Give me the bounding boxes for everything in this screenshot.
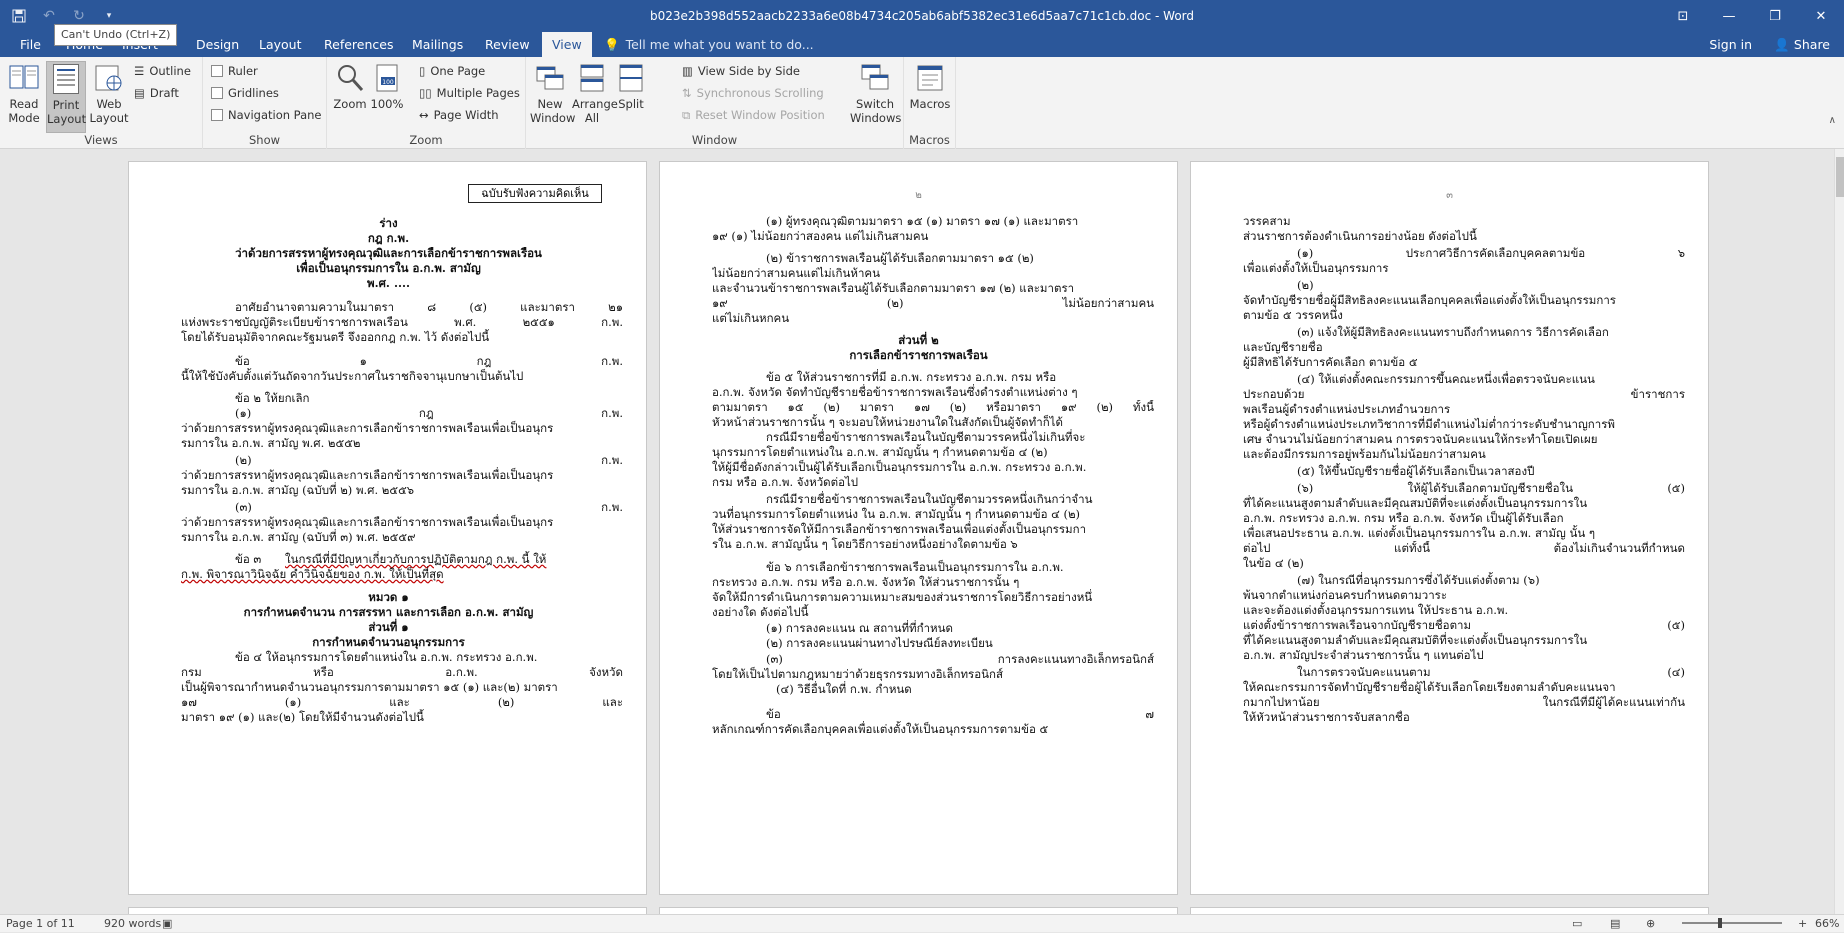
page-number: ๓ <box>1446 190 1453 201</box>
one-page-button[interactable] <box>419 61 485 81</box>
group-show <box>203 57 327 149</box>
doc-line: เพื่อเป็นอนุกรรมการใน อ.ก.พ. สามัญ <box>296 261 481 275</box>
doc-line: มาตรา ๑๙ (๑) และ(๒) โดยให้มีจำนวนดังต่อไปนี้ <box>181 710 424 724</box>
share-label: Share <box>1793 37 1830 52</box>
doc-line: ๑๙ (๑) ไม่น้อยกว่าสองคน แต่ไม่เกินสามคน <box>712 229 929 243</box>
zoom-slider-knob[interactable] <box>1718 918 1722 928</box>
collapse-ribbon-icon[interactable]: ∧ <box>1828 115 1836 126</box>
doc-line: ข้อ ๖ การเลือกข้าราชการพลเรือนเป็นอนุกรรมการใน อ.ก.พ. <box>766 560 1064 574</box>
doc-line: การเลือกข้าราชการพลเรือน <box>849 348 988 362</box>
tab-review[interactable]: Review <box>485 37 530 52</box>
doc-line: นี้ให้ใช้บังคับตั้งแต่วันถัดจากวันประกาศในราชกิจจานุเบกษาเป็นต้นไป <box>181 369 524 383</box>
doc-line: (๑) ผู้ทรงคุณวุฒิตามมาตรา ๑๕ (๑) มาตรา ๑๗ (๑) และมาตรา <box>766 214 1079 228</box>
doc-line: และบัญชีรายชื่อ <box>1243 340 1323 354</box>
page-number: ๒ <box>915 190 922 201</box>
doc-line: กฎ ก.พ. <box>367 231 410 245</box>
zoom-slider[interactable] <box>1682 922 1782 924</box>
one-page-icon: ▯ <box>419 64 426 78</box>
doc-line: การกำหนดจำนวน การสรรหา และการเลือก อ.ก.พ. สามัญ <box>243 605 534 619</box>
doc-line: (๒) ก.พ. <box>235 453 623 467</box>
save-icon[interactable] <box>6 5 32 27</box>
doc-line: จัดให้มีการดำเนินการตามความเหมาะสมของส่วนราชการโดยวิธีการอย่างหนึ่ <box>712 590 1093 604</box>
one-page-label: One Page <box>430 64 486 78</box>
undo-icon[interactable]: ↶ <box>43 8 55 24</box>
doc-line: อ.ก.พ. สามัญประจำส่วนราชการนั้น ๆ แทนต่อไป <box>1243 648 1484 662</box>
doc-line: พลเรือนผู้ดำรงตำแหน่งประเภทอำนวยการ <box>1243 402 1451 416</box>
doc-line: (๔) ให้แต่งตั้งคณะกรรมการขึ้นคณะหนึ่งเพื่อตรวจนับคะแนน <box>1297 372 1595 386</box>
doc-line: (๕) ให้ขึ้นบัญชีรายชื่อผู้ได้รับเลือกเป็นเวลาสองปี <box>1297 464 1535 478</box>
close-icon[interactable]: ✕ <box>1815 8 1827 24</box>
reset-window-icon: ⧉ <box>682 107 691 122</box>
zoom-100-button[interactable] <box>369 61 405 111</box>
doc-line: โดยได้รับอนุมัติจากคณะรัฐมนตรี จึงออกกฎ ก.พ. ไว้ ดังต่อไปนี้ <box>181 330 490 344</box>
page-width-label: Page Width <box>433 108 499 122</box>
minimize-icon[interactable]: — <box>1722 8 1736 24</box>
page-4 <box>128 907 647 914</box>
zoom-group-label: Zoom <box>409 133 443 147</box>
tab-view[interactable]: View <box>542 32 592 57</box>
doc-line: รใน อ.ก.พ. สามัญนั้น ๆ โดยวิธีการอย่างหนึ่งอย่างใดตามข้อ ๖ <box>712 537 1018 551</box>
side-by-side-icon: ▥ <box>682 64 693 78</box>
zoom-out-icon[interactable] <box>1688 915 1697 933</box>
doc-line: ประกอบด้วย ข้าราชการ <box>1243 387 1685 401</box>
macros-label: Macros <box>909 97 951 111</box>
page-5 <box>659 907 1178 914</box>
doc-line: หมวด ๑ <box>368 590 409 604</box>
doc-line: เป็นผู้พิจารณากำหนดจำนวนอนุกรรมการตามมาตรา ๑๕ (๑) และ(๒) มาตรา <box>181 680 558 694</box>
scrollbar-thumb[interactable] <box>1836 157 1844 197</box>
doc-line: (๓) ก.พ. <box>235 500 623 514</box>
split-label: Split <box>618 97 644 111</box>
ribbon-tabs <box>0 32 1844 57</box>
reset-window-label: Reset Window Position <box>695 108 825 122</box>
doc-line: พ.ศ. .... <box>367 276 410 290</box>
customize-qat-icon[interactable]: ▾ <box>106 11 112 21</box>
outline-icon: ☰ <box>134 64 145 78</box>
read-mode-status-icon[interactable]: ▭ <box>1572 917 1583 930</box>
doc-line: ให้หัวหน้าส่วนราชการจับสลากชื่อ <box>1243 710 1410 724</box>
navigation-pane-checkbox[interactable] <box>211 105 322 125</box>
views-group-label: Views <box>84 133 118 147</box>
proofing-icon[interactable]: ▣ <box>162 917 173 930</box>
read-mode-label: Read Mode <box>8 97 40 125</box>
multiple-pages-icon: ▯▯ <box>419 86 432 100</box>
doc-line: พ้นจากตำแหน่งก่อนครบกำหนดตามวาระ <box>1243 588 1448 602</box>
doc-line: ข้อ ๑ กฎ ก.พ. <box>235 354 623 368</box>
zoom-button[interactable] <box>333 61 367 111</box>
doc-line: ข้อ ๔ ให้อนุกรรมการโดยตำแหน่งใน อ.ก.พ. กระทรวง อ.ก.พ. <box>235 650 538 664</box>
ribbon-display-options-icon[interactable]: ⊡ <box>1677 8 1689 24</box>
doc-line: และจำนวนข้าราชการพลเรือนผู้ได้รับเลือกตามมาตรา ๑๗ (๒) และมาตรา <box>712 281 1075 295</box>
document-canvas[interactable] <box>0 149 1834 914</box>
doc-line: ข้อ ๒ ให้ยกเลิก <box>235 391 310 405</box>
doc-line: อ.ก.พ. กระทรวง อ.ก.พ. กรม หรือ อ.ก.พ. จังหวัด เป็นผู้ได้รับเลือก <box>1243 511 1564 525</box>
group-window <box>526 57 904 149</box>
side-by-side-label: View Side by Side <box>697 64 800 78</box>
zoom-100-label: 100% <box>370 97 404 111</box>
print-layout-status-icon[interactable]: ▤ <box>1610 917 1621 930</box>
show-group-label: Show <box>248 133 281 147</box>
doc-line: ให้คณะกรรมการจัดทำบัญชีรายชื่อผู้ได้รับเลือกโดยเรียงตามลำดับคะแนนจา <box>1243 680 1616 694</box>
print-layout-button[interactable] <box>46 61 86 133</box>
doc-line: หรือผู้ดำรงตำแหน่งประเภทวิชาการที่มีตำแหน่งไม่ต่ำกว่าระดับชำนาญการพิ <box>1243 417 1615 431</box>
tab-layout[interactable]: Layout <box>259 37 302 52</box>
doc-line: กมากไปหาน้อย ในกรณีที่มีผู้ได้คะแนนเท่ากัน <box>1243 695 1685 709</box>
page-1 <box>128 161 647 895</box>
checkbox-icon <box>211 65 223 77</box>
doc-line: การกำหนดจำนวนอนุกรรมการ <box>312 635 465 649</box>
doc-line: ที่ได้คะแนนสูงตามลำดับและมีคุณสมบัติที่จะแต่งตั้งเป็นอนุกรรมการใน <box>1243 496 1588 510</box>
magnifier-icon <box>334 61 366 95</box>
web-layout-icon <box>93 61 125 95</box>
web-layout-button[interactable] <box>88 61 130 125</box>
doc-line: (๒) การลงคะแนนผ่านทางไปรษณีย์ลงทะเบียน <box>766 636 993 650</box>
share-button[interactable] <box>1774 32 1830 57</box>
doc-line: แต่งตั้งข้าราชการพลเรือนจากบัญชีรายชื่อตาม (๕) <box>1243 618 1685 632</box>
doc-line: ว่าด้วยการสรรหาผู้ทรงคุณวุฒิและการเลือกข้าราชการพลเรือนเพื่อเป็นอนุกร <box>181 468 554 482</box>
outline-button[interactable] <box>134 61 191 81</box>
ruler-checkbox[interactable] <box>211 61 258 81</box>
read-mode-button[interactable] <box>4 61 44 125</box>
page-count[interactable]: Page 1 of 11 <box>6 917 75 930</box>
doc-line: ในกรณีที่มีปัญหาเกี่ยวกับการปฏิบัติตามกฎ ก.พ. นี้ ให้ <box>285 552 547 566</box>
new-window-icon <box>534 61 566 95</box>
split-button[interactable] <box>614 61 648 111</box>
doc-line: แห่งพระราชบัญญัติระเบียบข้าราชการพลเรือน พ.ศ. ๒๕๕๑ ก.พ. <box>181 315 623 329</box>
sign-in-link[interactable]: Sign in <box>1709 37 1752 52</box>
doc-line: ต่อไป แต่ทั้งนี้ ต้องไม่เกินจำนวนที่กำหนด <box>1243 541 1685 555</box>
tell-me-box[interactable] <box>604 32 814 57</box>
page-width-icon: ↔ <box>419 108 429 122</box>
doc-line: วรรคสาม <box>1243 214 1291 228</box>
doc-line: ข้อ ๓ <box>235 552 262 566</box>
doc-line: ๑๗ (๑) และ (๒) และ <box>181 695 623 709</box>
web-layout-status-icon[interactable]: ⊕ <box>1646 917 1656 930</box>
gridlines-checkbox[interactable] <box>211 83 279 103</box>
doc-line: อ.ก.พ. จังหวัด จัดทำบัญชีรายชื่อข้าราชการพลเรือนซึ่งดำรงตำแหน่งต่าง ๆ <box>712 385 1078 399</box>
doc-line: ว่าด้วยการสรรหาผู้ทรงคุณวุฒิและการเลือกข้าราชการพลเรือนเพื่อเป็นอนุกร <box>181 515 554 529</box>
doc-line: ร่าง <box>379 216 398 230</box>
doc-line: ไม่น้อยกว่าสามคนแต่ไม่เกินห้าคน <box>712 266 880 280</box>
doc-line: (๓) แจ้งให้ผู้มีสิทธิลงคะแนนทราบถึงกำหนดการ วิธีการคัดเลือก <box>1297 325 1609 339</box>
doc-line: กรม หรือ อ.ก.พ. จังหวัดต่อไป <box>712 475 859 489</box>
multiple-pages-button[interactable] <box>419 83 520 103</box>
doc-line: หลักเกณฑ์การคัดเลือกบุคคลเพื่อแต่งตั้งให้เป็นอนุกรรมการตามข้อ ๕ <box>712 722 1049 736</box>
doc-line: ในข้อ ๔ (๒) <box>1243 556 1304 570</box>
person-icon: 👤 <box>1774 37 1790 52</box>
reset-window-position-button[interactable] <box>682 105 825 125</box>
doc-line: กรณีมีรายชื่อข้าราชการพลเรือนในบัญชีตามวรรคหนึ่งไม่เกินที่จะ <box>766 430 1086 444</box>
svg-text:100: 100 <box>382 79 394 86</box>
tab-references[interactable]: References <box>324 37 394 52</box>
doc-line: งอย่างใด ดังต่อไปนี้ <box>712 605 809 619</box>
restore-icon[interactable]: ❐ <box>1769 8 1781 24</box>
macros-group-label: Macros <box>909 133 950 147</box>
vertical-scrollbar[interactable] <box>1834 149 1844 914</box>
doc-line: (๗) ในกรณีที่อนุกรรมการซึ่งได้รับแต่งตั้งตาม (๖) <box>1297 573 1540 587</box>
checkbox-icon <box>211 109 223 121</box>
outline-label: Outline <box>149 64 191 78</box>
doc-line: อาศัยอำนาจตามความในมาตรา ๘ (๕) และมาตรา ๒๑ <box>235 300 623 314</box>
doc-line: ว่าด้วยการสรรหาผู้ทรงคุณวุฒิและการเลือกข้าราชการพลเรือนเพื่อเป็นอนุกร <box>181 421 554 435</box>
doc-line: หัวหน้าส่วนราชการนั้น ๆ จะมอบให้หน่วยงานใดในสังกัดเป็นผู้จัดทำก็ได้ <box>712 415 1063 429</box>
doc-line: ส่วนที่ ๑ <box>368 620 409 634</box>
switch-windows-button[interactable] <box>850 61 900 125</box>
tell-me-text: Tell me what you want to do... <box>625 37 814 52</box>
doc-line: (๔) วิธีอื่นใดที่ ก.พ. กำหนด <box>776 682 912 696</box>
macros-icon <box>914 61 946 95</box>
doc-line: ที่ได้คะแนนสูงตามลำดับและมีคุณสมบัติที่จะแต่งตั้งเป็นอนุกรรมการใน <box>1243 633 1588 647</box>
doc-line: รมการใน อ.ก.พ. สามัญ (ฉบับที่ ๓) พ.ศ. ๒๕๕๙ <box>181 530 416 544</box>
view-side-by-side-button[interactable] <box>682 61 800 81</box>
page-3 <box>1190 161 1709 895</box>
doc-line: จัดทำบัญชีรายชื่อผู้มีสิทธิลงคะแนนเลือกบุคคลเพื่อแต่งตั้งให้เป็นอนุกรรมการ <box>1243 293 1616 307</box>
doc-line: ให้ส่วนราชการจัดให้มีการเลือกข้าราชการพลเรือนเพื่อแต่งตั้งเป็นอนุกรรมกา <box>712 522 1087 536</box>
doc-line: (๒) ข้าราชการพลเรือนผู้ได้รับเลือกตามมาตรา ๑๕ (๒) <box>766 251 1034 265</box>
zoom-level[interactable]: 66% <box>1815 917 1840 930</box>
page-2 <box>659 161 1178 895</box>
doc-line: ก.พ. พิจารณาวินิจฉัย คำวินิจฉัยของ ก.พ. ให้เป็นที่สุด <box>181 567 444 581</box>
ribbon-view <box>0 57 1844 149</box>
doc-line: ๑๙ (๒) ไม่น้อยกว่าสามคน <box>712 296 1154 310</box>
sync-scroll-icon: ⇅ <box>682 86 692 100</box>
word-count[interactable]: 920 words <box>104 917 162 930</box>
title-bar <box>0 0 1844 32</box>
draft-label: Draft <box>149 86 179 100</box>
doc-line: กระทรวง อ.ก.พ. กรม หรือ อ.ก.พ. จังหวัด ให้ส่วนราชการนั้น ๆ <box>712 575 1020 589</box>
doc-line: เพื่อเสนอประธาน อ.ก.พ. แต่งตั้งเป็นอนุกรรมการใน อ.ก.พ. สามัญ นั้น ๆ <box>1243 526 1596 540</box>
draft-button[interactable] <box>134 83 179 103</box>
doc-line: โดยให้เป็นไปตามกฎหมายว่าด้วยธุรกรรมทางอิเล็กทรอนิกส์ <box>712 667 1003 681</box>
read-mode-icon <box>8 61 40 95</box>
lightbulb-icon: 💡 <box>604 37 620 52</box>
doc-line: ตามข้อ ๕ วรรคหนึ่ง <box>1243 308 1343 322</box>
gridlines-label: Gridlines <box>228 86 279 100</box>
doc-line: แต่ไม่เกินหกคน <box>712 311 790 325</box>
print-layout-label: Print Layout <box>47 98 87 126</box>
tab-file[interactable]: File <box>20 37 41 52</box>
zoom-in-icon[interactable]: + <box>1798 917 1808 930</box>
switch-windows-label: Switch Windows <box>850 97 902 125</box>
print-layout-icon <box>50 62 82 96</box>
macros-button[interactable] <box>910 61 950 111</box>
doc-line: ข้อ ๕ ให้ส่วนราชการที่มี อ.ก.พ. กระทรวง อ.ก.พ. กรม หรือ <box>766 370 1057 384</box>
redo-icon[interactable]: ↻ <box>73 8 85 24</box>
page-6 <box>1190 907 1709 914</box>
zoom-100-icon <box>371 61 403 95</box>
doc-line: (๓) การลงคะแนนทางอิเล็กทรอนิกส์ <box>766 652 1154 666</box>
window-controls <box>1660 0 1844 32</box>
doc-line: ว่าด้วยการสรรหาผู้ทรงคุณวุฒิและการเลือกข้าราชการพลเรือน <box>235 246 542 260</box>
doc-line: ให้ผู้มีชื่อดังกล่าวเป็นผู้ได้รับเลือกเป็นอนุกรรมการใน อ.ก.พ. กระทรวง อ.ก.พ. <box>712 460 1087 474</box>
group-zoom <box>327 57 526 149</box>
multiple-pages-label: Multiple Pages <box>436 86 520 100</box>
doc-line: (๖) ให้ผู้ได้รับเลือกตามบัญชีรายชื่อใน (๕) <box>1297 481 1685 495</box>
doc-line: และต้องมีกรรมการอยู่พร้อมกันไม่น้อยกว่าสามคน <box>1243 447 1486 461</box>
web-layout-label: Web Layout <box>89 97 129 125</box>
doc-line: (๑) กฎ ก.พ. <box>235 406 623 420</box>
new-window-label: New Window <box>530 97 576 125</box>
window-group-label: Window <box>691 133 738 147</box>
checkbox-icon <box>211 87 223 99</box>
doc-line: ในการตรวจนับคะแนนตาม (๔) <box>1297 665 1685 679</box>
tab-mailings[interactable]: Mailings <box>412 37 464 52</box>
arrange-all-icon <box>576 61 608 95</box>
doc-line: (๑) การลงคะแนน ณ สถานที่ที่กำหนด <box>766 621 953 635</box>
doc-line: กรณีมีรายชื่อข้าราชการพลเรือนในบัญชีตามวรรคหนึ่งเกินกว่าจำน <box>766 492 1093 506</box>
doc-line: รมการใน อ.ก.พ. สามัญ พ.ศ. ๒๕๕๒ <box>181 436 361 450</box>
group-macros <box>904 57 956 149</box>
doc-line: ส่วนที่ ๒ <box>898 333 939 347</box>
doc-line: กรม หรือ อ.ก.พ. จังหวัด <box>181 665 623 679</box>
doc-line: เศษ จำนวนไม่น้อยกว่าสามคน การตรวจนับคะแนนให้กระทำโดยเปิดเผย <box>1243 432 1598 446</box>
page-width-button[interactable] <box>419 105 499 125</box>
doc-line: (๑) ประกาศวิธีการคัดเลือกบุคคลตามข้อ ๖ <box>1297 246 1685 260</box>
doc-line: ส่วนราชการต้องดำเนินการอย่างน้อย ดังต่อไปนี้ <box>1243 229 1477 243</box>
synchronous-scrolling-button[interactable] <box>682 83 824 103</box>
arrange-all-label: Arrange All <box>572 97 618 125</box>
sync-scroll-label: Synchronous Scrolling <box>696 86 824 100</box>
zoom-label: Zoom <box>333 97 367 111</box>
ruler-label: Ruler <box>228 64 258 78</box>
doc-line: (๒) <box>1297 278 1314 292</box>
doc-line: และจะต้องแต่งตั้งอนุกรรมการแทน ให้ประธาน อ.ก.พ. <box>1243 603 1509 617</box>
doc-line: นุกรรมการโดยตำแหน่งใน อ.ก.พ. สามัญนั้น ๆ กำหนดตามข้อ ๔ (๒) <box>712 445 1048 459</box>
navpane-label: Navigation Pane <box>228 108 322 122</box>
doc-line: เพื่อแต่งตั้งให้เป็นอนุกรรมการ <box>1243 261 1389 275</box>
group-views <box>0 57 203 149</box>
doc-line: วนที่อนุกรรมการโดยตำแหน่ง ใน อ.ก.พ. สามัญนั้น ๆ กำหนดตามข้อ ๔ (๒) <box>712 507 1081 521</box>
draft-icon: ▤ <box>134 86 145 100</box>
arrange-all-button[interactable] <box>572 61 618 125</box>
window-title: b023e2b398d552aacb2233a6e08b4734c205ab6abf5382ec31e6d5aa7c71c1cb.doc - Word <box>649 9 1195 23</box>
draft-stamp-box: ฉบับรับฟังความคิดเห็น <box>468 184 602 203</box>
split-icon <box>615 61 647 95</box>
doc-line: ข้อ ๗ <box>766 707 1154 721</box>
doc-line: รมการใน อ.ก.พ. สามัญ (ฉบับที่ ๒) พ.ศ. ๒๕๕๖ <box>181 483 415 497</box>
switch-windows-icon <box>859 61 891 95</box>
doc-line: ตามมาตรา ๑๕ (๒) มาตรา ๑๗ (๒) หรือมาตรา ๑๙ (๒) ทั้งนี้ <box>712 400 1154 414</box>
tab-design[interactable]: Design <box>196 37 240 52</box>
doc-line: ผู้มีสิทธิได้รับการคัดเลือก ตามข้อ ๕ <box>1243 355 1418 369</box>
new-window-button[interactable] <box>530 61 576 125</box>
status-bar <box>0 914 1844 932</box>
undo-tooltip: Can't Undo (Ctrl+Z) <box>54 24 177 46</box>
